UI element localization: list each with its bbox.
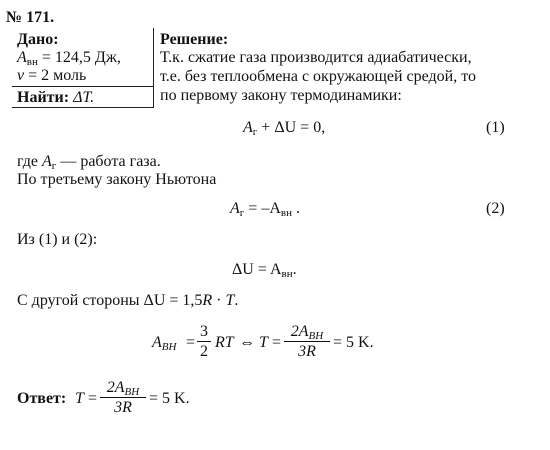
find-divider: [12, 107, 154, 108]
equation-4-eq2: =: [272, 334, 282, 351]
other-side-text: С другой стороны ΔU = 1,5R · T.: [17, 292, 239, 309]
answer-t: T: [75, 390, 84, 407]
answer-eq: =: [88, 390, 98, 407]
equation-4-t: T: [259, 334, 268, 351]
given-divider: [12, 86, 154, 87]
answer-fraction: $2A_{BH}$ 3R: [100, 378, 146, 417]
from-text: Из (1) и (2):: [17, 231, 98, 248]
answer-result: = 5 K.: [149, 390, 190, 407]
equation-3: $\Delta U = A_{вн}$.: [232, 261, 297, 280]
solution-line-3: по первому закону термодинамики:: [160, 87, 402, 104]
equation-4-result: = 5 K.: [333, 334, 374, 351]
given-title: Дано:: [17, 31, 59, 48]
equation-4-lhs: $A_{BH}$: [152, 334, 177, 353]
answer-label: Ответ:: [17, 390, 67, 407]
equation-1-number: (1): [486, 119, 505, 136]
vertical-divider: [153, 28, 154, 108]
equation-4-fraction-2abh-3r: $2A_{BH}$ 3R: [284, 322, 330, 361]
solution-title: Решение:: [160, 31, 229, 48]
problem-number: № 171.: [6, 9, 55, 26]
find-line: Найти: ΔT.: [17, 89, 95, 106]
equation-2: $A_г = -A_{вн}$ .: [230, 200, 300, 219]
equation-4-rt: RT: [215, 334, 234, 351]
equation-4-fraction-3-2: 3 2: [197, 322, 211, 361]
given-work: $A_{вн} = 124,5$ Дж,: [17, 49, 121, 68]
equation-1: $A_г + \Delta U = 0$,: [243, 119, 326, 138]
newton-text: По третьему закону Ньютона: [17, 171, 217, 188]
solution-line-1: Т.к. сжатие газа производится адиабатически,: [160, 49, 472, 66]
equation-2-number: (2): [486, 200, 505, 217]
where-text: где $A_г$ — работа газа.: [17, 153, 161, 172]
given-moles: v = 2 моль: [17, 67, 87, 84]
solution-line-2: т.е. без теплообмена с окружающей средой, то: [160, 68, 476, 85]
equation-4-eq: =: [186, 334, 196, 351]
equation-4-arrow: ⇔: [239, 334, 255, 351]
